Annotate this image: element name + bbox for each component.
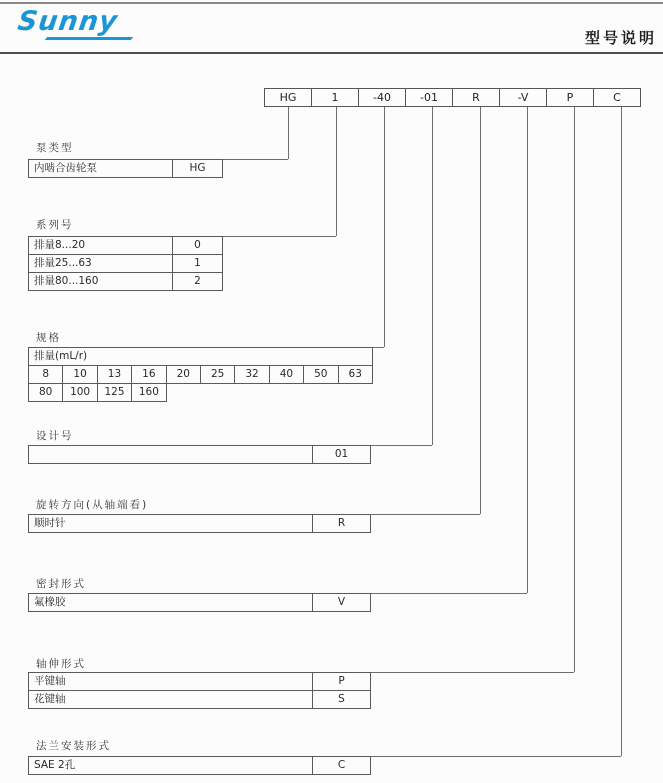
table-cell-name: 氟橡胶 bbox=[29, 594, 313, 612]
table-cell-name: 顺时针 bbox=[29, 515, 313, 533]
table-cell-code: 01 bbox=[313, 446, 371, 464]
table-cell-code: P bbox=[313, 673, 371, 691]
table-cell-value: 50 bbox=[304, 366, 338, 384]
section-label-pump-type: 泵类型 bbox=[36, 142, 74, 154]
table-row bbox=[29, 366, 373, 384]
table-cell-value: 100 bbox=[63, 384, 97, 402]
table-design bbox=[28, 445, 371, 464]
table-cell-value: 13 bbox=[98, 366, 132, 384]
table-row bbox=[29, 348, 373, 366]
table-cell-value: 160 bbox=[132, 384, 166, 402]
section-label-seal: 密封形式 bbox=[36, 578, 86, 590]
table-cell-value: 10 bbox=[63, 366, 97, 384]
table-cell-value: 40 bbox=[270, 366, 304, 384]
table-row bbox=[29, 160, 223, 178]
table-flange bbox=[28, 756, 371, 775]
connector-line-seal bbox=[527, 107, 528, 593]
connector-line-series bbox=[336, 107, 337, 236]
table-cell-value: 80 bbox=[29, 384, 63, 402]
table-displacement bbox=[28, 347, 373, 402]
table-cell-code: 1 bbox=[173, 255, 223, 273]
table-cell-value: 32 bbox=[235, 366, 269, 384]
connector-line-pump-type bbox=[288, 107, 289, 159]
table-cell-code: C bbox=[313, 757, 371, 775]
connector-line-design-h bbox=[370, 445, 432, 446]
table-cell-code: S bbox=[313, 691, 371, 709]
connector-line-displacement-h bbox=[372, 347, 384, 348]
model-code-row bbox=[264, 88, 641, 107]
connector-line-shaft bbox=[574, 107, 575, 672]
model-code-box-series: 1 bbox=[311, 88, 359, 107]
table-cell-code: V bbox=[313, 594, 371, 612]
table-pump-type bbox=[28, 159, 223, 178]
connector-line-flange bbox=[621, 107, 622, 756]
section-label-shaft: 轴伸形式 bbox=[36, 658, 86, 670]
section-label-flange: 法兰安装形式 bbox=[36, 740, 111, 752]
table-shaft bbox=[28, 672, 371, 709]
connector-line-rotation bbox=[480, 107, 481, 514]
table-cell-name bbox=[29, 446, 313, 464]
table-row bbox=[29, 273, 223, 291]
model-code-box-rotation: R bbox=[452, 88, 500, 107]
table-row bbox=[29, 237, 223, 255]
section-label-displacement: 规格 bbox=[36, 332, 61, 344]
table-cell-value: 8 bbox=[29, 366, 63, 384]
table-series bbox=[28, 236, 223, 291]
connector-line-seal-h bbox=[370, 593, 527, 594]
table-cell-name: 内啮合齿轮泵 bbox=[29, 160, 173, 178]
table-cell-value: 16 bbox=[132, 366, 166, 384]
table-row bbox=[29, 384, 373, 402]
table-cell-header: 排量(mL/r) bbox=[29, 348, 373, 366]
sunny-logo-text: Sunny bbox=[15, 6, 120, 37]
table-row bbox=[29, 255, 223, 273]
table-cell-name: 排量25...63 bbox=[29, 255, 173, 273]
model-code-box-seal: -V bbox=[499, 88, 547, 107]
table-cell-value: 125 bbox=[98, 384, 132, 402]
table-row bbox=[29, 594, 371, 612]
table-row bbox=[29, 691, 371, 709]
connector-line-series-h bbox=[222, 236, 336, 237]
connector-line-shaft-h bbox=[370, 672, 574, 673]
table-row bbox=[29, 446, 371, 464]
table-cell-code: 2 bbox=[173, 273, 223, 291]
connector-line-design bbox=[432, 107, 433, 445]
sunny-logo-swoosh bbox=[45, 37, 134, 40]
table-cell-name: 花键轴 bbox=[29, 691, 313, 709]
model-code-box-pump-type: HG bbox=[264, 88, 312, 107]
connector-line-pump-type-h bbox=[222, 159, 288, 160]
sunny-logo bbox=[16, 4, 146, 44]
table-cell-code: R bbox=[313, 515, 371, 533]
table-cell-value: 20 bbox=[167, 366, 201, 384]
model-code-box-flange: C bbox=[593, 88, 641, 107]
table-cell-value: 63 bbox=[339, 366, 373, 384]
table-cell-code: HG bbox=[173, 160, 223, 178]
table-seal bbox=[28, 593, 371, 612]
model-code-box-shaft: P bbox=[546, 88, 594, 107]
table-row bbox=[29, 673, 371, 691]
table-cell-value: 25 bbox=[201, 366, 235, 384]
section-label-rotation: 旋转方向(从轴端看) bbox=[36, 499, 149, 511]
table-cell-name: SAE 2孔 bbox=[29, 757, 313, 775]
model-code-box-design: -01 bbox=[405, 88, 453, 107]
table-cell-name: 平键轴 bbox=[29, 673, 313, 691]
header-rule bbox=[0, 52, 663, 54]
table-row bbox=[29, 757, 371, 775]
table-cell-code: 0 bbox=[173, 237, 223, 255]
table-rotation bbox=[28, 514, 371, 533]
page-title: 型号说明 bbox=[584, 29, 657, 47]
model-code-box-displacement: -40 bbox=[358, 88, 406, 107]
table-cell-name: 排量80...160 bbox=[29, 273, 173, 291]
table-cell-name: 排量8...20 bbox=[29, 237, 173, 255]
section-label-series: 系列号 bbox=[36, 219, 74, 231]
connector-line-rotation-h bbox=[370, 514, 480, 515]
connector-line-flange-h bbox=[370, 756, 621, 757]
connector-line-displacement bbox=[384, 107, 385, 347]
section-label-design: 设计号 bbox=[36, 430, 74, 442]
table-row bbox=[29, 515, 371, 533]
